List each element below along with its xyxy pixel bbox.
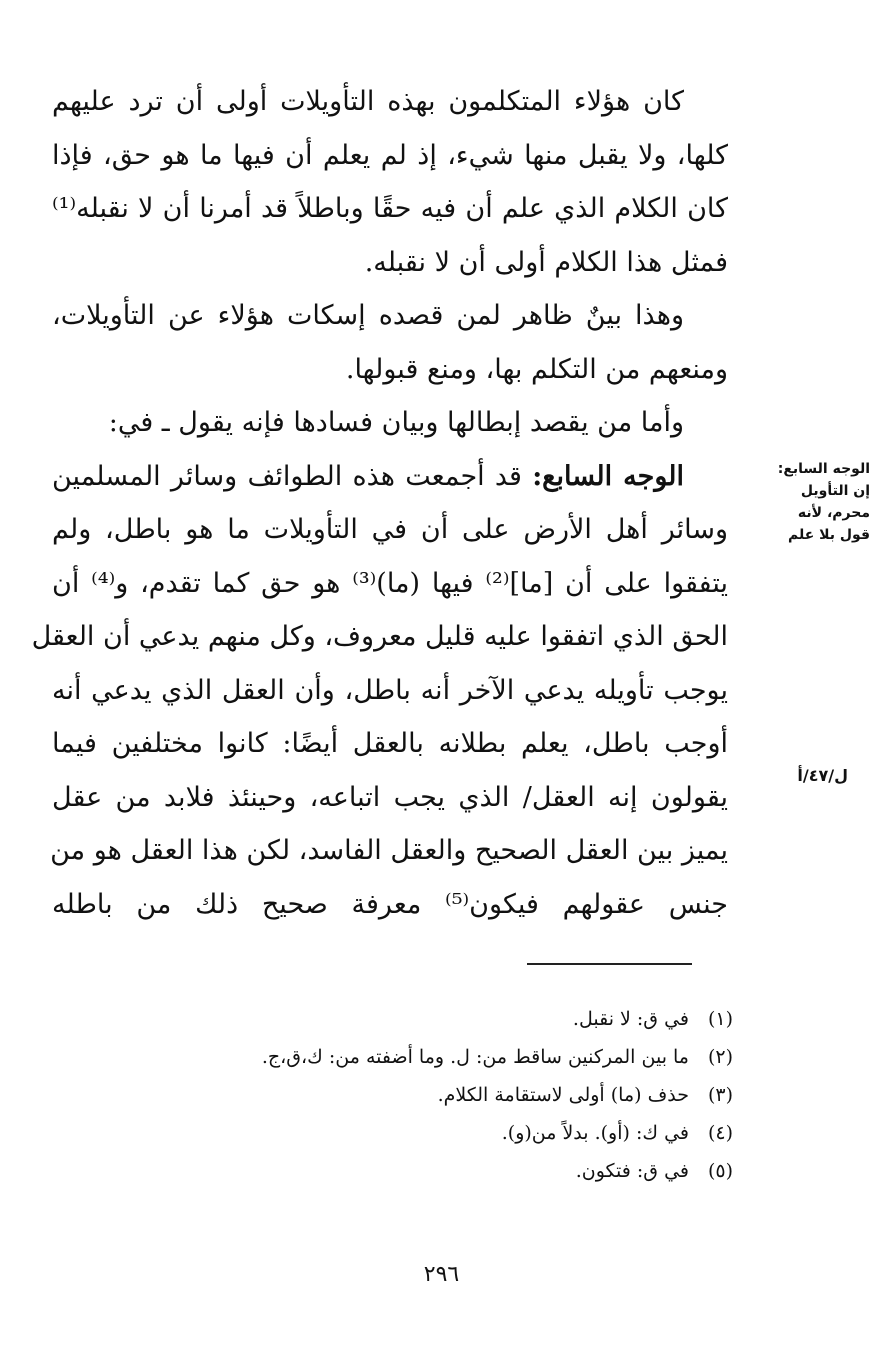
text-line: يتفقوا على أن [ما]⁽²⁾ فيها (ما)⁽³⁾ هو حق كما تقدم، و⁽⁴⁾ أن [52,567,728,599]
text-line: يقولون إنه العقل/ الذي يجب اتباعه، وحينئذ فلابد من عقل [52,781,728,813]
footnote [133,1152,733,1190]
text-line: يوجب تأويله يدعي الآخر أنه باطل، وأن العقل الذي يدعي أنه [52,674,728,706]
text-line: يميز بين العقل الصحيح والعقل الفاسد، لكن هذا العقل هو من [50,835,728,866]
text-line: كان الكلام الذي علم أن فيه حقًا وباطلاً قد أمرنا أن لا نقبله⁽¹⁾ [52,193,728,224]
footnote [133,1038,733,1076]
footnotes [133,1000,733,1190]
footnote-number: (٤) [707,1122,733,1144]
footnote-text: في ق: لا نقبل. [572,1008,689,1030]
main-text [31,75,728,931]
margin-note-line: قول بلا علم [788,527,870,543]
footnote-number: (٥) [707,1160,733,1182]
text-line: جنس عقولهم فيكون⁽⁵⁾ معرفة صحيح ذلك من باطله [52,888,728,920]
footnote-text: حذف (ما) أولى لاستقامة الكلام. [437,1084,689,1106]
text-line: أوجب باطل، يعلم بطلانه بالعقل أيضًا: كانوا مختلفين فيما [52,728,728,759]
footnote [133,1000,733,1038]
text-line: وهذا بينٌ ظاهر لمن قصده إسكات هؤلاء عن التأويلات، [52,300,684,331]
section-heading: الوجه السابع: [532,460,684,492]
footnote-number: (٢) [707,1046,733,1068]
footnote [133,1114,733,1152]
text-line: وسائر أهل الأرض على أن في التأويلات ما هو باطل، ولم [52,514,728,545]
margin-note-line: الوجه السابع: [777,461,870,477]
text-line: وأما من يقصد إبطالها وبيان فسادها فإنه يقول ـ في: [108,407,684,438]
footnote-number: (١) [707,1008,733,1030]
footnote [133,1076,733,1114]
footnote-divider [527,963,692,965]
text-line: كلها، ولا يقبل منها شيء، إذ لم يعلم أن فيها ما هو حق، فإذا [52,139,728,171]
margin-heading-note [752,458,870,546]
text-line: كان هؤلاء المتكلمون بهذه التأويلات أولى أن ترد عليهم [52,86,684,117]
footnote-number: (٣) [707,1084,733,1106]
footnote-text: في ك: (أو). بدلاً من(و). [501,1122,689,1144]
heading-continuation: قد أجمعت هذه الطوائف وسائر المسلمين [52,460,533,492]
section-heading-line [52,450,728,504]
text-line: الحق الذي اتفقوا عليه قليل معروف، وكل منهم يدعي أن العقل [31,621,728,652]
margin-note-line: محرم، لأنه [797,505,870,521]
page-number: ٢٩٦ [423,1262,460,1287]
text-line: فمثل هذا الكلام أولى أن لا نقبله. [364,246,728,278]
footnote-text: في ق: فتكون. [575,1160,689,1182]
text-line: ومنعهم من التكلم بها، ومنع قبولها. [345,353,728,385]
margin-note-line: إن التأويل [800,483,870,499]
manuscript-folio-marker: ل/٤٧/أ [797,766,848,785]
footnote-text: ما بين المركنين ساقط من: ل. وما أضفته من: ك،ق،ج. [261,1046,689,1068]
